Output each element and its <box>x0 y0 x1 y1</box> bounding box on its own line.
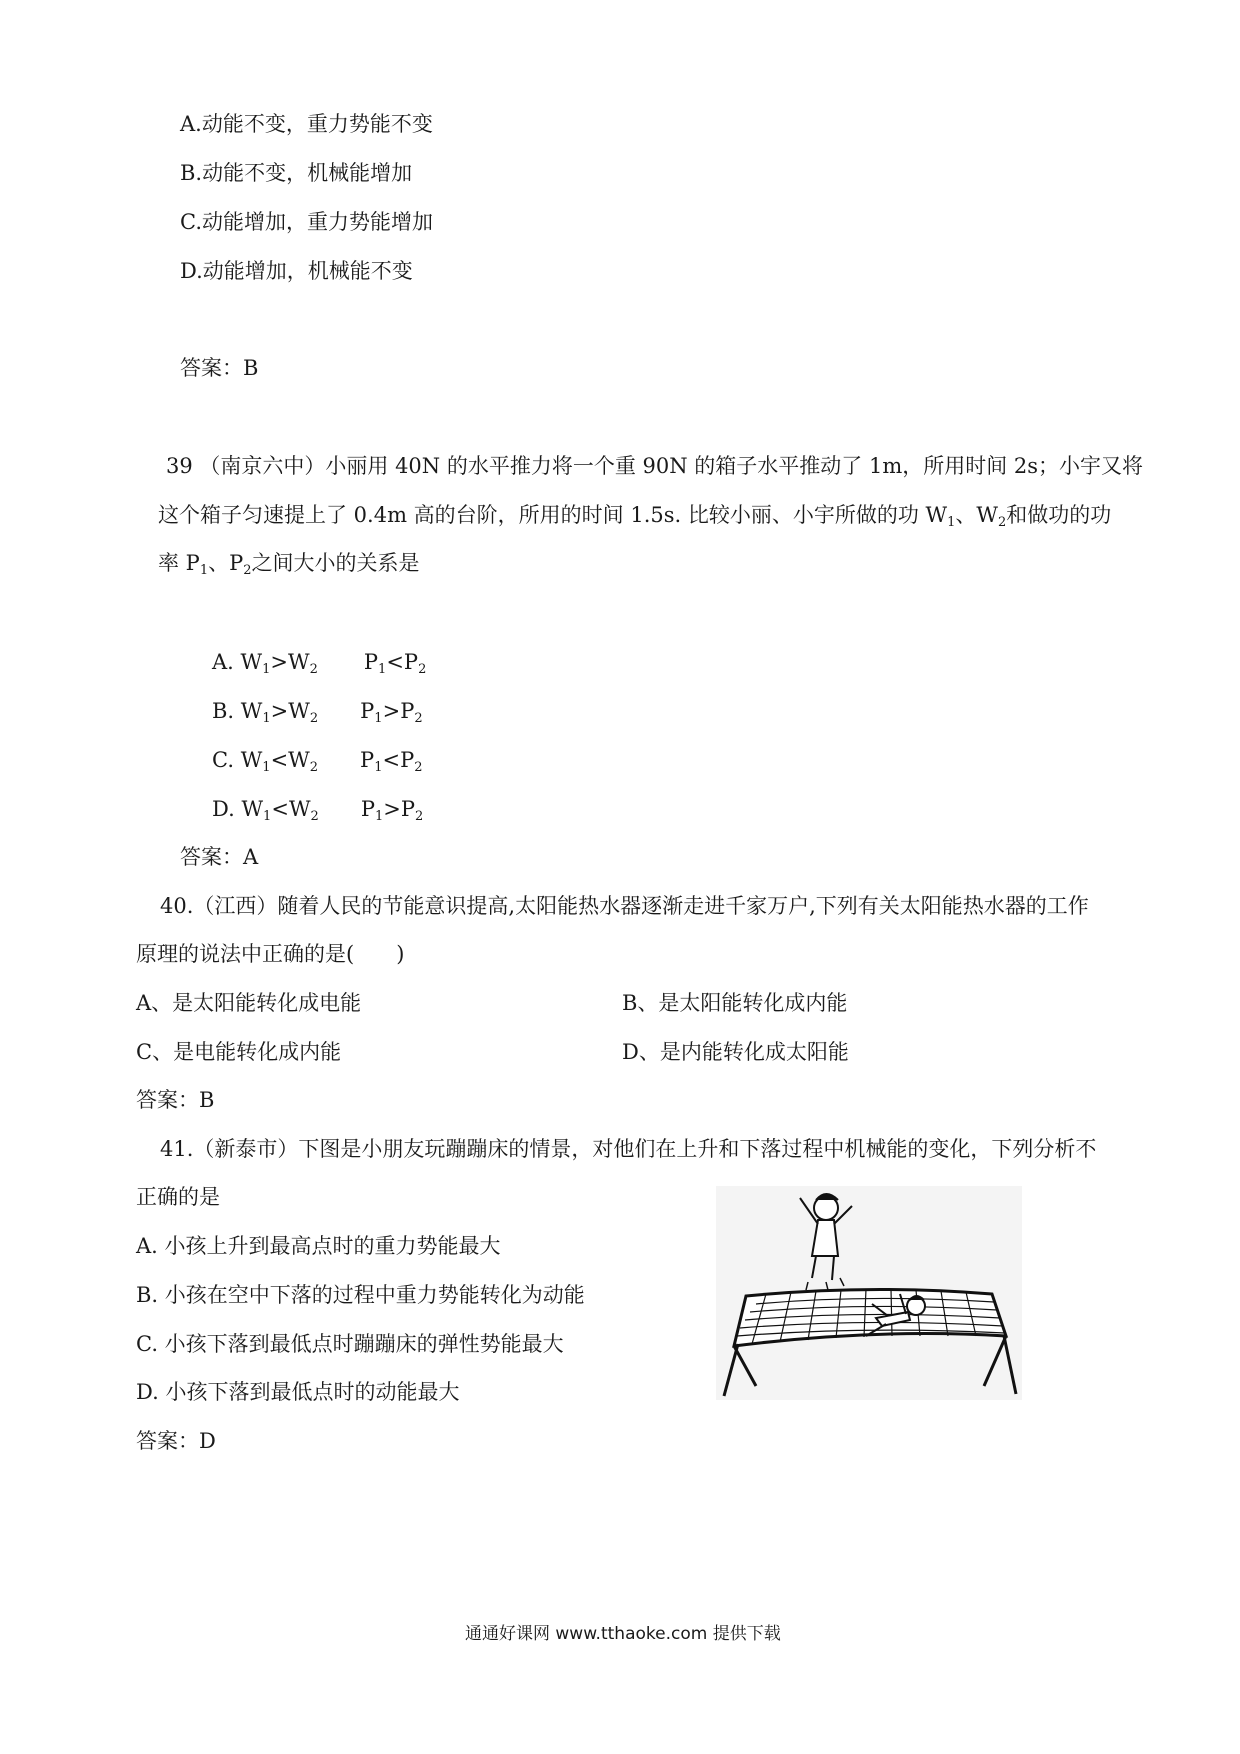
q41-option-b: B. 小孩在空中下落的过程中重力势能转化为动能 <box>136 1283 585 1307</box>
q39-option-c: C. $W_1<W_2$ $P_1<P_2$ <box>212 748 423 775</box>
q41-answer: 答案：D <box>136 1429 216 1453</box>
q38-option-a: A.动能不变，重力势能不变 <box>180 112 433 136</box>
q41-option-d: D. 小孩下落到最低点时的动能最大 <box>136 1380 460 1404</box>
q39-stem-line2: 这个箱子匀速提上了 0.4m 高的台阶，所用的时间 1.5s. 比较小丽、小宇所做的功 $W_1$、$W_2$和做功的功 <box>158 503 1112 530</box>
q40-option-a: A、是太阳能转化成电能 <box>136 991 362 1015</box>
q41-option-c: C. 小孩下落到最低点时蹦蹦床的弹性势能最大 <box>136 1332 564 1356</box>
q38-option-c: C.动能增加，重力势能增加 <box>180 210 433 234</box>
q40-option-c: C、是电能转化成内能 <box>136 1040 342 1064</box>
trampoline-illustration <box>716 1186 1022 1400</box>
q40-answer: 答案：B <box>136 1088 215 1112</box>
q38-option-b: B.动能不变，机械能增加 <box>180 161 413 185</box>
q39-option-b: B. $W_1>W_2$ $P_1>P_2$ <box>212 699 423 726</box>
q40-option-b: B、是太阳能转化成内能 <box>622 991 848 1015</box>
q40-stem-line1: 40.（江西）随着人民的节能意识提高,太阳能热水器逐渐走进千家万户,下列有关太阳能热水器的工作 <box>160 894 1089 918</box>
footer-credit: 通通好课网 www.tthaoke.com 提供下载 <box>465 1624 781 1644</box>
q40-options-row1 <box>136 989 1036 1017</box>
q39-option-a: A. $W_1>W_2$ $P_1<P_2$ <box>212 650 427 677</box>
q38-option-d: D.动能增加，机械能不变 <box>180 259 413 283</box>
q39-stem-line1: 39 （南京六中）小丽用 40N 的水平推力将一个重 90N 的箱子水平推动了 1m，所用时间 2s；小宇又将 <box>166 454 1144 478</box>
q39-stem-line3: 率 $P_1$、$P_2$之间大小的关系是 <box>158 551 420 578</box>
q39-option-d: D. $W_1<W_2$ $P_1>P_2$ <box>212 797 424 824</box>
q40-options-row2 <box>136 1038 1036 1066</box>
q41-option-a: A. 小孩上升到最高点时的重力势能最大 <box>136 1234 501 1258</box>
q41-stem-line2: 正确的是 <box>136 1185 220 1209</box>
q40-stem-line2: 原理的说法中正确的是( ) <box>136 942 405 966</box>
q38-answer: 答案：B <box>180 356 259 380</box>
q39-answer: 答案：A <box>180 845 259 869</box>
q40-option-d: D、是内能转化成太阳能 <box>622 1040 849 1064</box>
q41-stem-line1: 41.（新泰市）下图是小朋友玩蹦蹦床的情景，对他们在上升和下落过程中机械能的变化，下列分析不 <box>160 1137 1097 1161</box>
